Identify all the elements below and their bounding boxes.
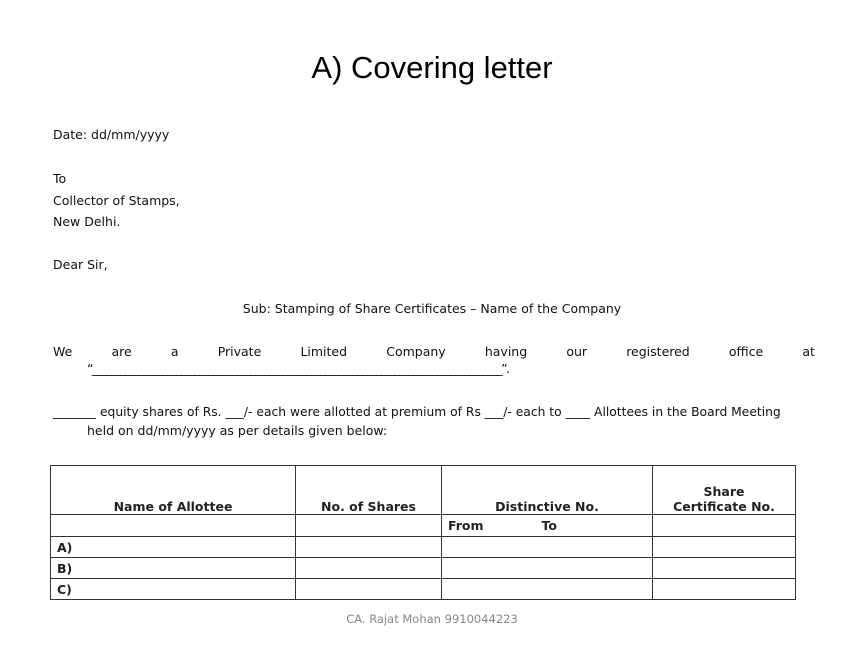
row-label-b: B) <box>51 558 296 579</box>
table-cell <box>653 558 796 579</box>
paragraph-1-line-1 <box>53 344 815 359</box>
table-row <box>51 537 796 558</box>
table-row <box>51 579 796 600</box>
para1-word: We <box>53 344 73 359</box>
header-distinctive-no: Distinctive No. <box>442 466 653 515</box>
footer-credit: CA. Rajat Mohan 9910044223 <box>346 612 518 626</box>
to-line: To <box>53 171 67 186</box>
para1-word: are <box>111 344 132 359</box>
table-cell <box>653 515 796 537</box>
header-certificate-line-2: Certificate No. <box>673 499 775 514</box>
table-cell <box>296 537 442 558</box>
header-certificate-line-1: Share <box>703 484 745 499</box>
para1-word: office <box>728 344 764 359</box>
para1-word: our <box>566 344 588 359</box>
para1-word: at <box>802 344 815 359</box>
document-title: A) Covering letter <box>311 50 553 85</box>
table-row <box>51 558 796 579</box>
to-label: To <box>541 518 557 533</box>
paragraph-1-line-2: “________________________________________________________________________________________”. <box>87 361 509 376</box>
allottee-table <box>50 465 796 600</box>
para1-word: Limited <box>300 344 348 359</box>
table-cell <box>51 515 296 537</box>
table-cell <box>442 579 653 600</box>
table-cell <box>653 579 796 600</box>
header-name-of-allottee: Name of Allottee <box>51 466 296 515</box>
table-cell <box>442 537 653 558</box>
para1-word: a <box>170 344 179 359</box>
from-to-cell <box>442 515 653 537</box>
para1-word: registered <box>626 344 690 359</box>
header-certificate-no <box>653 466 796 515</box>
para1-word: having <box>484 344 528 359</box>
para1-word: Company <box>386 344 446 359</box>
row-label-c: C) <box>51 579 296 600</box>
para1-word: Private <box>217 344 262 359</box>
table-cell <box>653 537 796 558</box>
addressee-line-2: New Delhi. <box>53 214 121 229</box>
salutation: Dear Sir, <box>53 257 108 272</box>
addressee-line-1: Collector of Stamps, <box>53 193 180 208</box>
table-cell <box>296 558 442 579</box>
table-cell <box>296 579 442 600</box>
paragraph-2-line-2: held on dd/mm/yyyy as per details given below: <box>87 423 388 438</box>
table-header-row <box>51 466 796 515</box>
header-no-of-shares: No. of Shares <box>296 466 442 515</box>
table-cell <box>296 515 442 537</box>
table-cell <box>442 558 653 579</box>
subject-line: Sub: Stamping of Share Certificates – Name of the Company <box>242 301 622 316</box>
paragraph-2-line-1: _______ equity shares of Rs. ___/- each were allotted at premium of Rs ___/- each to ____ Allottees in the Board Meeting <box>53 405 781 419</box>
row-label-a: A) <box>51 537 296 558</box>
table-subheader-row <box>51 515 796 537</box>
from-label: From <box>448 518 484 533</box>
date-line: Date: dd/mm/yyyy <box>53 127 170 142</box>
